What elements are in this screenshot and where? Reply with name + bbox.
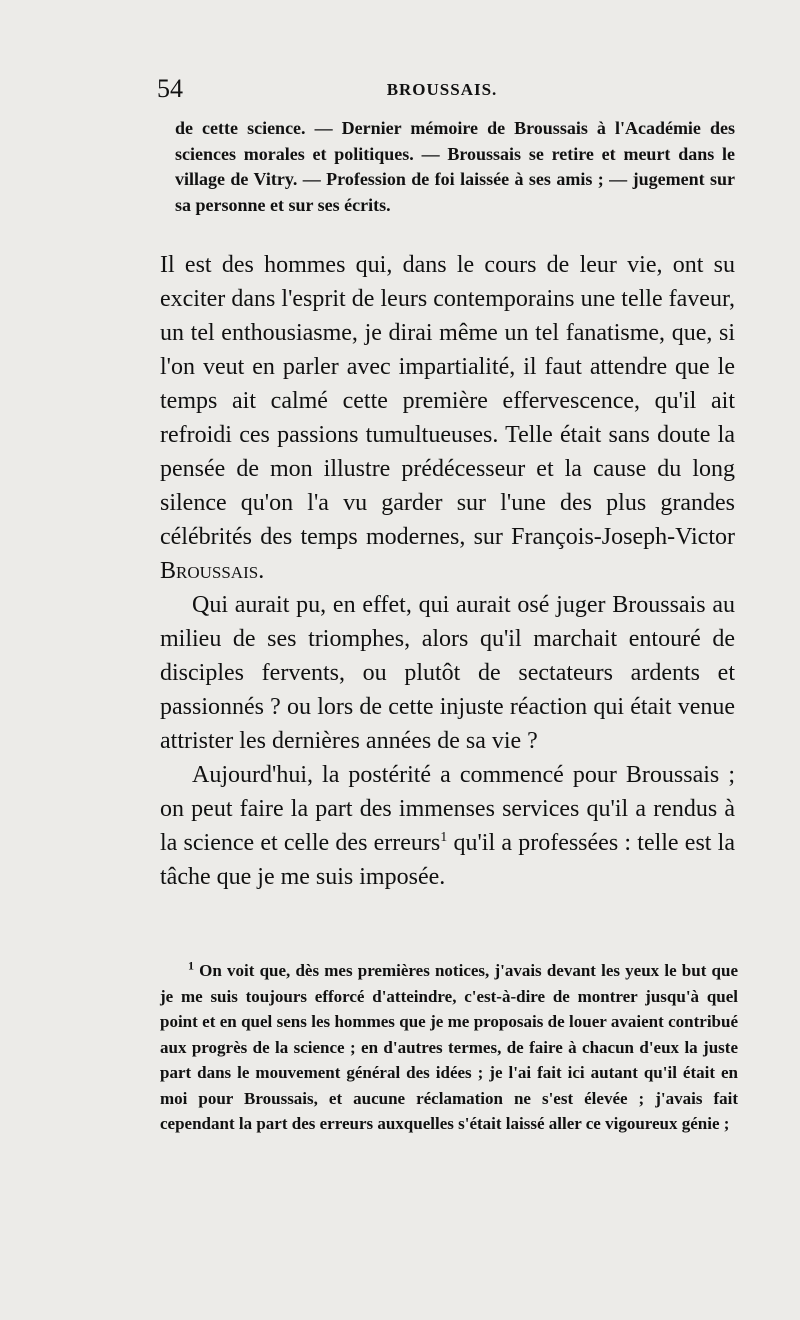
paragraph-1-text: Il est des hommes qui, dans le cours de leur vie, ont su exciter dans l'esprit de leurs contemporains une telle faveur, un tel enthousiasme, je dirai même un tel fanatisme, que, si l'on veut en parler avec impartialité, il faut attendre que le temps ait calmé cette première effervescence, qu'il ait refroidi ces passions tumultueuses. Telle était sans doute la pensée de mon illustre prédécesseur et la cause du long silence qu'on l'a vu garder sur l'une des plus grandes célébrités des temps modernes, sur François-Joseph-Victor: [160, 252, 735, 550]
running-head: BROUSSAIS.: [386, 80, 498, 99]
paragraph-3-end: qu'il a professées : telle est la tâche que je me suis imposée.: [160, 830, 735, 890]
paragraph-3-start: Aujourd'hui, la postérité a commencé pour Broussais ; on peut faire la part des immenses services qu'il a rendus à la science et celle des erreurs: [160, 762, 735, 856]
paragraph-1: [160, 248, 735, 588]
page-header: [157, 74, 727, 108]
footnote-reference: 1: [440, 830, 448, 845]
paragraph-3: [160, 758, 735, 894]
footnote-mark: 1: [188, 958, 194, 973]
body-text: [160, 248, 735, 894]
subject-name: Broussais.: [160, 558, 265, 584]
paragraph-2: Qui aurait pu, en effet, qui aurait osé juger Broussais au milieu de ses triomphes, alors qu'il marchait entouré de disciples fervents, ou plutôt de sectateurs ardents et passionnés ? ou lors de cette injuste réaction qui était venue attrister les dernières années de sa vie ?: [160, 592, 735, 754]
page-number: 54: [157, 74, 183, 103]
footnote: [160, 958, 738, 1137]
chapter-summary: de cette science. — Dernier mémoire de Broussais à l'Académie des sciences morales et politiques. — Broussais se retire et meurt dans le village de Vitry. — Profession de foi laissée à ses amis ; — jugement sur sa personne et sur ses écrits.: [175, 118, 735, 215]
footnote-text: On voit que, dès mes premières notices, j'avais devant les yeux le but que je me suis toujours efforcé d'atteindre, c'est-à-dire de montrer jusqu'à quel point et en quel sens les hommes que je me proposais de louer avaient contribué aux progrès de la science ; en d'autres termes, de faire à chacun d'eux la juste part dans le mouvement général des idées ; je l'ai fait ici autant qu'il était en moi pour Broussais, et aucune réclamation ne s'est élevée ; j'avais fait cependant la part des erreurs auxquelles s'était laissé aller ce vigoureux génie ;: [160, 961, 738, 1133]
footnote-paragraph: [160, 958, 738, 1137]
